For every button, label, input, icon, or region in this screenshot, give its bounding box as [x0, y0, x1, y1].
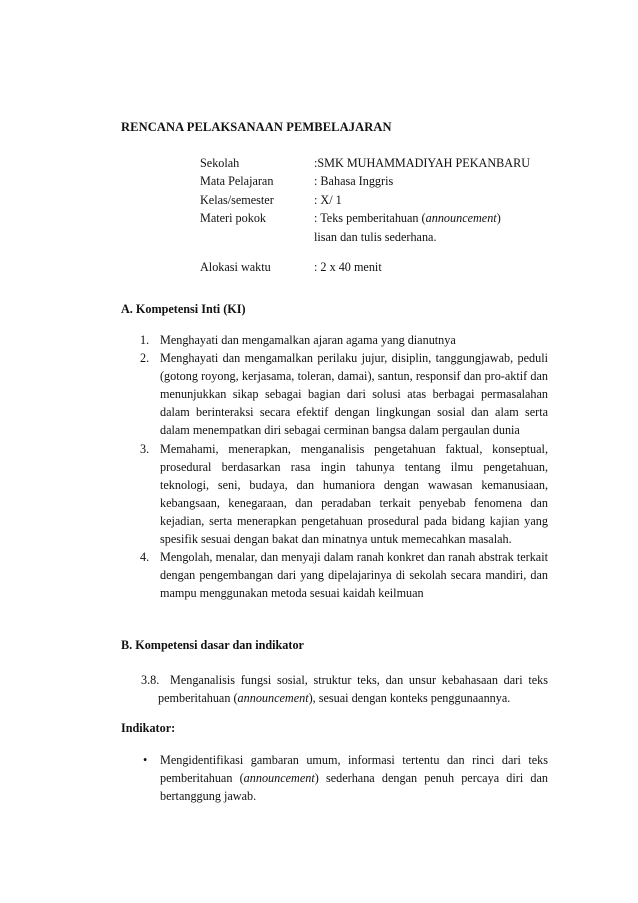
indicator-item: [143, 751, 548, 805]
core-competence-list: [140, 331, 548, 602]
info-value: lisan dan tulis sederhana.: [314, 229, 437, 244]
list-item: [140, 440, 548, 549]
info-value: : Bahasa Inggris: [314, 174, 394, 189]
info-label: Sekolah: [200, 156, 240, 170]
info-label: Mata Pelajaran: [200, 174, 274, 189]
indicator-heading: Indikator:: [121, 721, 176, 735]
info-label: Alokasi waktu: [200, 259, 271, 274]
info-value-italic: announcement: [425, 211, 497, 226]
kd-text-italic: announcement: [237, 691, 309, 705]
list-number: 1.: [140, 333, 150, 347]
list-item: [140, 548, 548, 602]
info-value-post: ): [496, 211, 501, 226]
list-item: [140, 349, 548, 439]
list-text: Menghayati dan mengamalkan perilaku jujur, disiplin, tanggungjawab, peduli (gotong royong, kerjasama, toleran, damai), santun, responsif dan pro-aktif dan menunjukkan sikap sebagai bagian dari solusi atas berbagai permasalahan dalam berinteraksi secara efektif dengan lingkungan sosial dan alam serta dalam menempatkan diri sebagai cerminan bangsa dalam pergaulan dunia: [160, 351, 548, 438]
document-title: RENCANA PELAKSANAAN PEMBELAJARAN: [121, 120, 392, 134]
info-value: : 2 x 40 menit: [314, 259, 382, 274]
list-text: Menghayati dan mengamalkan ajaran agama yang dianutnya: [160, 333, 456, 347]
kd-text: [141, 671, 548, 707]
indicator-text-post: ) sederhana dengan penuh percaya diri dan bertanggung jawab.: [160, 771, 548, 804]
list-number: 3.: [140, 441, 150, 456]
list-text: Mengolah, menalar, dan menyaji dalam ranah konkret dan ranah abstrak terkait dengan pengembangan dari yang dipelajarinya di sekolah secara mandiri, dan mampu menggunakan metoda sesuai kaidah keilmuan: [160, 550, 548, 601]
list-text: Memahami, menerapkan, menganalisis pengetahuan faktual, konseptual, prosedural berdasarkan rasa ingin tahunya tentang ilmu pengetahuan, teknologi, seni, budaya, dan humaniora dengan wawasan kemanusiaan, kebangsaan, kenegaraan, dan peradaban terkait penyebab fenomena dan kejadian, serta menerapkan pengetahuan prosedural pada bidang kajian yang spesifik sesuai dengan bakat dan minatnya untuk memecahkan masalah.: [160, 441, 548, 547]
info-label: Materi pokok: [200, 211, 267, 226]
bullet-icon: •: [143, 753, 148, 767]
indicator-text: [143, 751, 548, 805]
kd-number: 3.8.: [141, 673, 160, 687]
basic-competence: [141, 671, 548, 707]
section-a-heading: A. Kompetensi Inti (KI): [121, 302, 246, 316]
kd-text-pre: Menganalisis fungsi sosial, struktur teks, dan unsur kebahasaan dari teks pemberitahuan (: [158, 673, 548, 705]
indicator-text-pre: Mengidentifikasi gambaran umum, informasi tertentu dan rinci dari teks pemberitahuan (: [160, 753, 548, 786]
list-number: 4.: [140, 550, 150, 565]
indicator-text-italic: announcement: [243, 771, 315, 786]
info-value: [314, 209, 501, 227]
kd-text-post: ), sesuai dengan konteks penggunaannya.: [308, 691, 511, 705]
list-number: 2.: [140, 351, 150, 366]
info-value: : X/ 1: [314, 192, 342, 207]
info-value-pre: : Teks pemberitahuan (: [314, 211, 426, 226]
info-value: :SMK MUHAMMADIYAH PEKANBARU: [314, 156, 531, 170]
section-b-heading: B. Kompetensi dasar dan indikator: [121, 638, 304, 652]
list-item: [140, 331, 548, 349]
info-label: Kelas/semester: [200, 192, 274, 207]
